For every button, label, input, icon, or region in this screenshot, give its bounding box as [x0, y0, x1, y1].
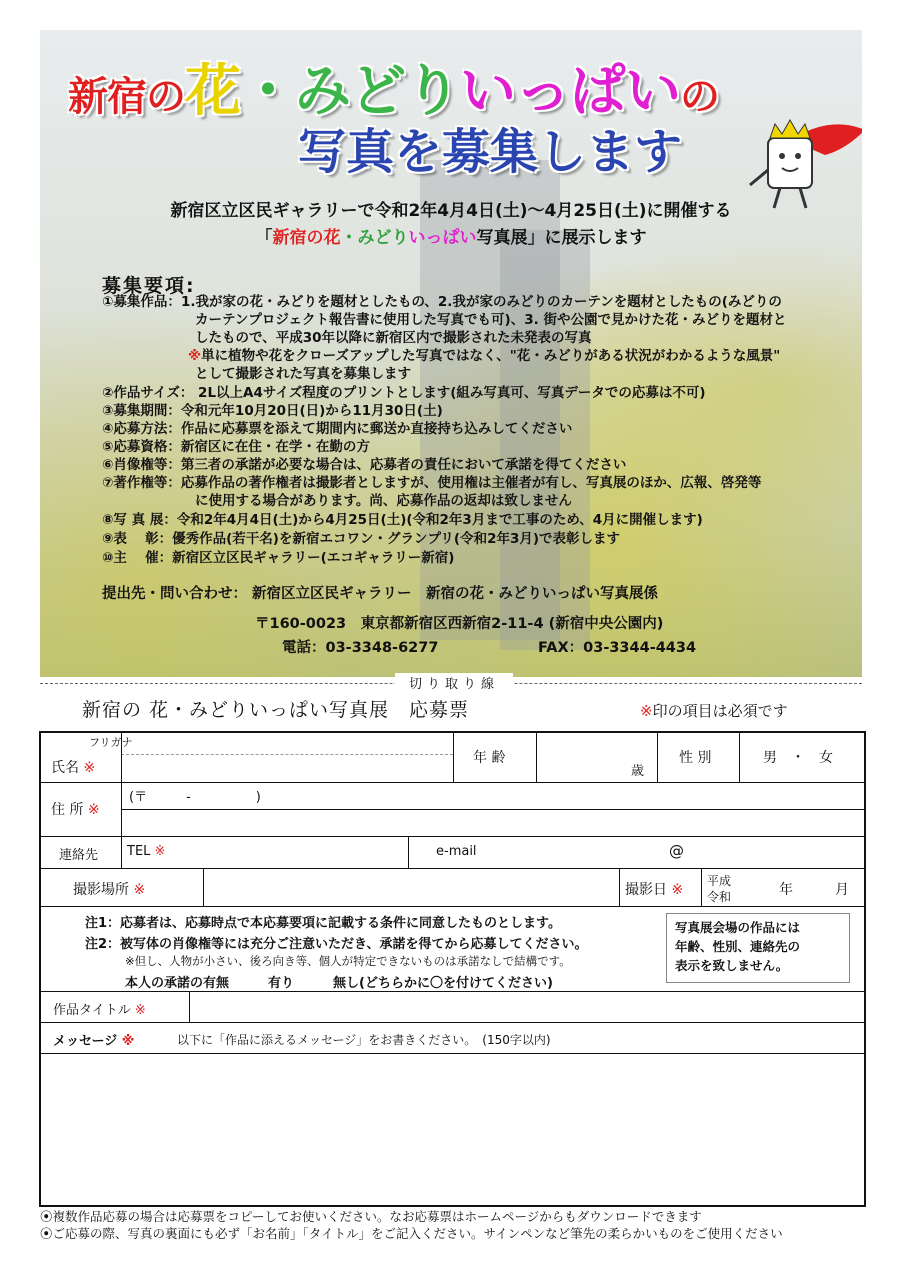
- required-mark: ※: [121, 1034, 135, 1049]
- location-label: [73, 879, 145, 899]
- requirements-heading: 募集要項:: [102, 275, 196, 297]
- message-hint: 以下に「作品に添えるメッセージ」をお書きください。 (150字以内): [177, 1033, 551, 1047]
- date-label-text: 撮影日: [625, 882, 667, 898]
- form-rule: [41, 1022, 864, 1023]
- required-mark: ※: [154, 844, 166, 859]
- required-mark: ※: [87, 802, 100, 818]
- application-form: [39, 731, 866, 1207]
- location-field[interactable]: [207, 871, 617, 903]
- requirement-item: ⑩主 催：新宿区立区民ギャラリー(エコギャラリー新宿): [102, 550, 455, 566]
- date-label: [625, 879, 683, 899]
- required-mark: ※: [640, 702, 653, 720]
- requirement-item: ④応募方法：作品に応募票を添えて期間内に郵送か直接持ち込みしてください: [102, 421, 573, 437]
- footer-note: ⦿複数作品応募の場合は応募票をコピーしてお使いください。なお応募票はホームページからもダウンロードできます: [40, 1209, 702, 1224]
- era-heisei[interactable]: 平成: [707, 874, 732, 888]
- gender-options[interactable]: 男 ・ 女: [763, 750, 833, 766]
- form-rule: [41, 1053, 864, 1054]
- gender-label: 性 別: [679, 750, 712, 766]
- name-label-text: 氏名: [51, 760, 79, 776]
- form-rule: [408, 836, 409, 868]
- fax-line: FAX：03-3344-4434: [538, 640, 697, 656]
- form-rule: [453, 733, 454, 782]
- title-part: の: [680, 74, 719, 120]
- tel-field[interactable]: [191, 839, 405, 865]
- furigana-field[interactable]: [125, 735, 451, 753]
- tel-label-text: TEL: [127, 844, 151, 859]
- contact-label: 連絡先: [59, 848, 99, 863]
- requirement-item: ⑨表 彰：優秀作品(若干名)を新宿エコワン・グランプリ(令和2年3月)で表彰します: [102, 531, 621, 547]
- age-label: 年 齢: [473, 750, 506, 766]
- requirement-item: ②作品サイズ： 2L以上A4サイズ程度のプリントとします(組み写真可、写真データでの応募は不可): [102, 385, 706, 401]
- requirement-item: ⑤応募資格：新宿区に在住・在学・在勤の方: [102, 439, 370, 455]
- contact-line: 提出先・問い合わせ： 新宿区立区民ギャラリー 新宿の花・みどりいっぱい写真展係: [102, 586, 659, 602]
- poster-title: [68, 60, 719, 129]
- required-mark: ※: [134, 1003, 146, 1018]
- lead-text: いっぱい: [408, 228, 477, 248]
- poster-subtitle: 写真を募集します: [298, 124, 683, 180]
- form-rule: [536, 733, 537, 782]
- location-label-text: 撮影場所: [73, 882, 129, 898]
- form-title: 新宿の 花・みどりいっぱい写真展 応募票: [82, 699, 470, 721]
- form-rule: [121, 754, 453, 755]
- email-label: e-mail: [436, 844, 477, 859]
- year-month-field[interactable]: 年 月: [779, 882, 849, 898]
- exhibit-note-box: [666, 913, 850, 983]
- tel-line: 電話：03-3348-6277: [282, 640, 439, 656]
- lead-text: 新宿の花: [272, 228, 341, 248]
- work-title-label: [53, 999, 146, 1018]
- requirement-text: [188, 348, 780, 365]
- requirement-item: [102, 294, 782, 311]
- furigana-label: フリガナ: [89, 736, 133, 749]
- work-title-field[interactable]: [193, 994, 861, 1020]
- required-mark: ※: [83, 760, 96, 776]
- title-part: 花: [185, 59, 240, 124]
- address-field[interactable]: [125, 812, 860, 834]
- address-line: 〒160-0023 東京都新宿区西新宿2-11-4 (新宿中央公園内): [255, 616, 664, 632]
- form-note: ※但し、人物が小さい、後ろ向き等、個人が特定できないものは承諾なしで結構です。: [125, 954, 571, 968]
- poster-banner: [40, 30, 862, 677]
- message-label: [53, 1030, 134, 1049]
- footer-note: ⦿ご応募の際、写真の裏面にも必ず「お名前」「タイトル」をご記入ください。サインペンなど筆先の柔らかいものをご使用ください: [40, 1226, 783, 1241]
- age-unit: 歳: [631, 764, 645, 779]
- at-sign: @: [669, 842, 684, 860]
- title-part: みどり: [295, 59, 460, 124]
- tel-label: [127, 844, 165, 859]
- form-rule: [701, 868, 702, 906]
- requirement-item: ⑥肖像権等：第三者の承諾が必要な場合は、応募者の責任において承諾を得てください: [102, 457, 627, 473]
- lead-line: 新宿区立区民ギャラリーで令和2年4月4日(土)～4月25日(土)に開催する: [170, 201, 732, 221]
- form-rule: [41, 868, 864, 869]
- form-rule: [189, 991, 190, 1022]
- form-rule: [41, 782, 864, 783]
- form-rule: [657, 733, 658, 782]
- form-rule: [121, 809, 864, 810]
- form-rule: [41, 906, 864, 907]
- requirement-label: ①募集作品：: [102, 294, 181, 310]
- form-rule: [619, 868, 620, 906]
- requirement-text: 1.我が家の花・みどりを題材としたもの、2.我が家のみどりのカーテンを題材としたもの(みどりの: [180, 294, 782, 310]
- requirement-item: ⑧写 真 展：令和2年4月4日(土)から4月25日(土)(令和2年3月まで工事のため、4月に開催します): [102, 512, 703, 528]
- form-note: 注2：被写体の肖像権等には充分ご注意いただき、承諾を得てから応募してください。: [85, 937, 588, 952]
- title-part: いっぱい: [460, 59, 680, 124]
- required-mark: ※: [188, 348, 202, 364]
- address-label-text: 住 所: [51, 802, 84, 818]
- form-rule: [41, 836, 864, 837]
- name-field[interactable]: [125, 757, 451, 779]
- form-rule: [203, 868, 204, 906]
- work-title-label-text: 作品タイトル: [53, 1003, 131, 1018]
- lead-text: ・みどり: [340, 228, 409, 248]
- required-note-text: 印の項目は必須です: [652, 702, 788, 720]
- requirement-text: 単に植物や花をクローズアップした写真ではなく、"花・みどりがある状況がわかるような風景": [201, 348, 781, 364]
- lead-text: 「: [255, 228, 273, 248]
- requirement-text: したもので、平成30年以降に新宿区内で撮影された未発表の写真: [195, 330, 592, 346]
- requirement-text: に使用する場合があります。尚、応募作品の返却は致しません: [195, 493, 572, 509]
- consent-line[interactable]: 本人の承諾の有無 有り 無し(どちらかに〇を付けてください): [125, 976, 553, 991]
- requirement-item: ⑦著作権等：応募作品の著作権者は撮影者としますが、使用権は主催者が有し、写真展のほか、広報、啓発等: [102, 475, 762, 491]
- lead-line: [40, 223, 862, 248]
- exhibit-note-text: 年齢、性別、連絡先の: [675, 939, 801, 954]
- title-part: ・: [240, 59, 295, 124]
- exhibit-note-text: 表示を致しません。: [675, 958, 789, 973]
- requirement-item: ③募集期間：令和元年10月20日(日)から11月30日(土): [102, 403, 443, 419]
- exhibit-note-text: 写真展会場の作品には: [675, 920, 801, 935]
- lead-text: 写真展」に展示します: [476, 228, 647, 248]
- era-reiwa[interactable]: 令和: [707, 890, 732, 904]
- required-mark: ※: [133, 882, 146, 898]
- requirement-text: カーテンプロジェクト報告書に使用した写真でも可)、3. 街や公園で見かけた花・みどりを題材と: [195, 312, 787, 328]
- form-rule: [41, 991, 864, 992]
- form-rule: [121, 733, 122, 868]
- required-mark: ※: [671, 882, 684, 898]
- address-label: [51, 799, 100, 819]
- form-note: 注1：応募者は、応募時点で本応募要項に記載する条件に同意したものとします。: [85, 916, 562, 931]
- message-label-text: メッセージ: [53, 1034, 118, 1049]
- required-note: [640, 700, 788, 721]
- message-field[interactable]: [45, 1057, 860, 1201]
- postal-code-field[interactable]: (〒 - ): [129, 790, 261, 805]
- form-rule: [739, 733, 740, 782]
- title-part: 新宿の: [68, 74, 185, 120]
- cut-line-label: 切り取り線: [395, 673, 513, 692]
- name-label: [51, 757, 95, 777]
- requirement-text: として撮影された写真を募集します: [195, 366, 411, 382]
